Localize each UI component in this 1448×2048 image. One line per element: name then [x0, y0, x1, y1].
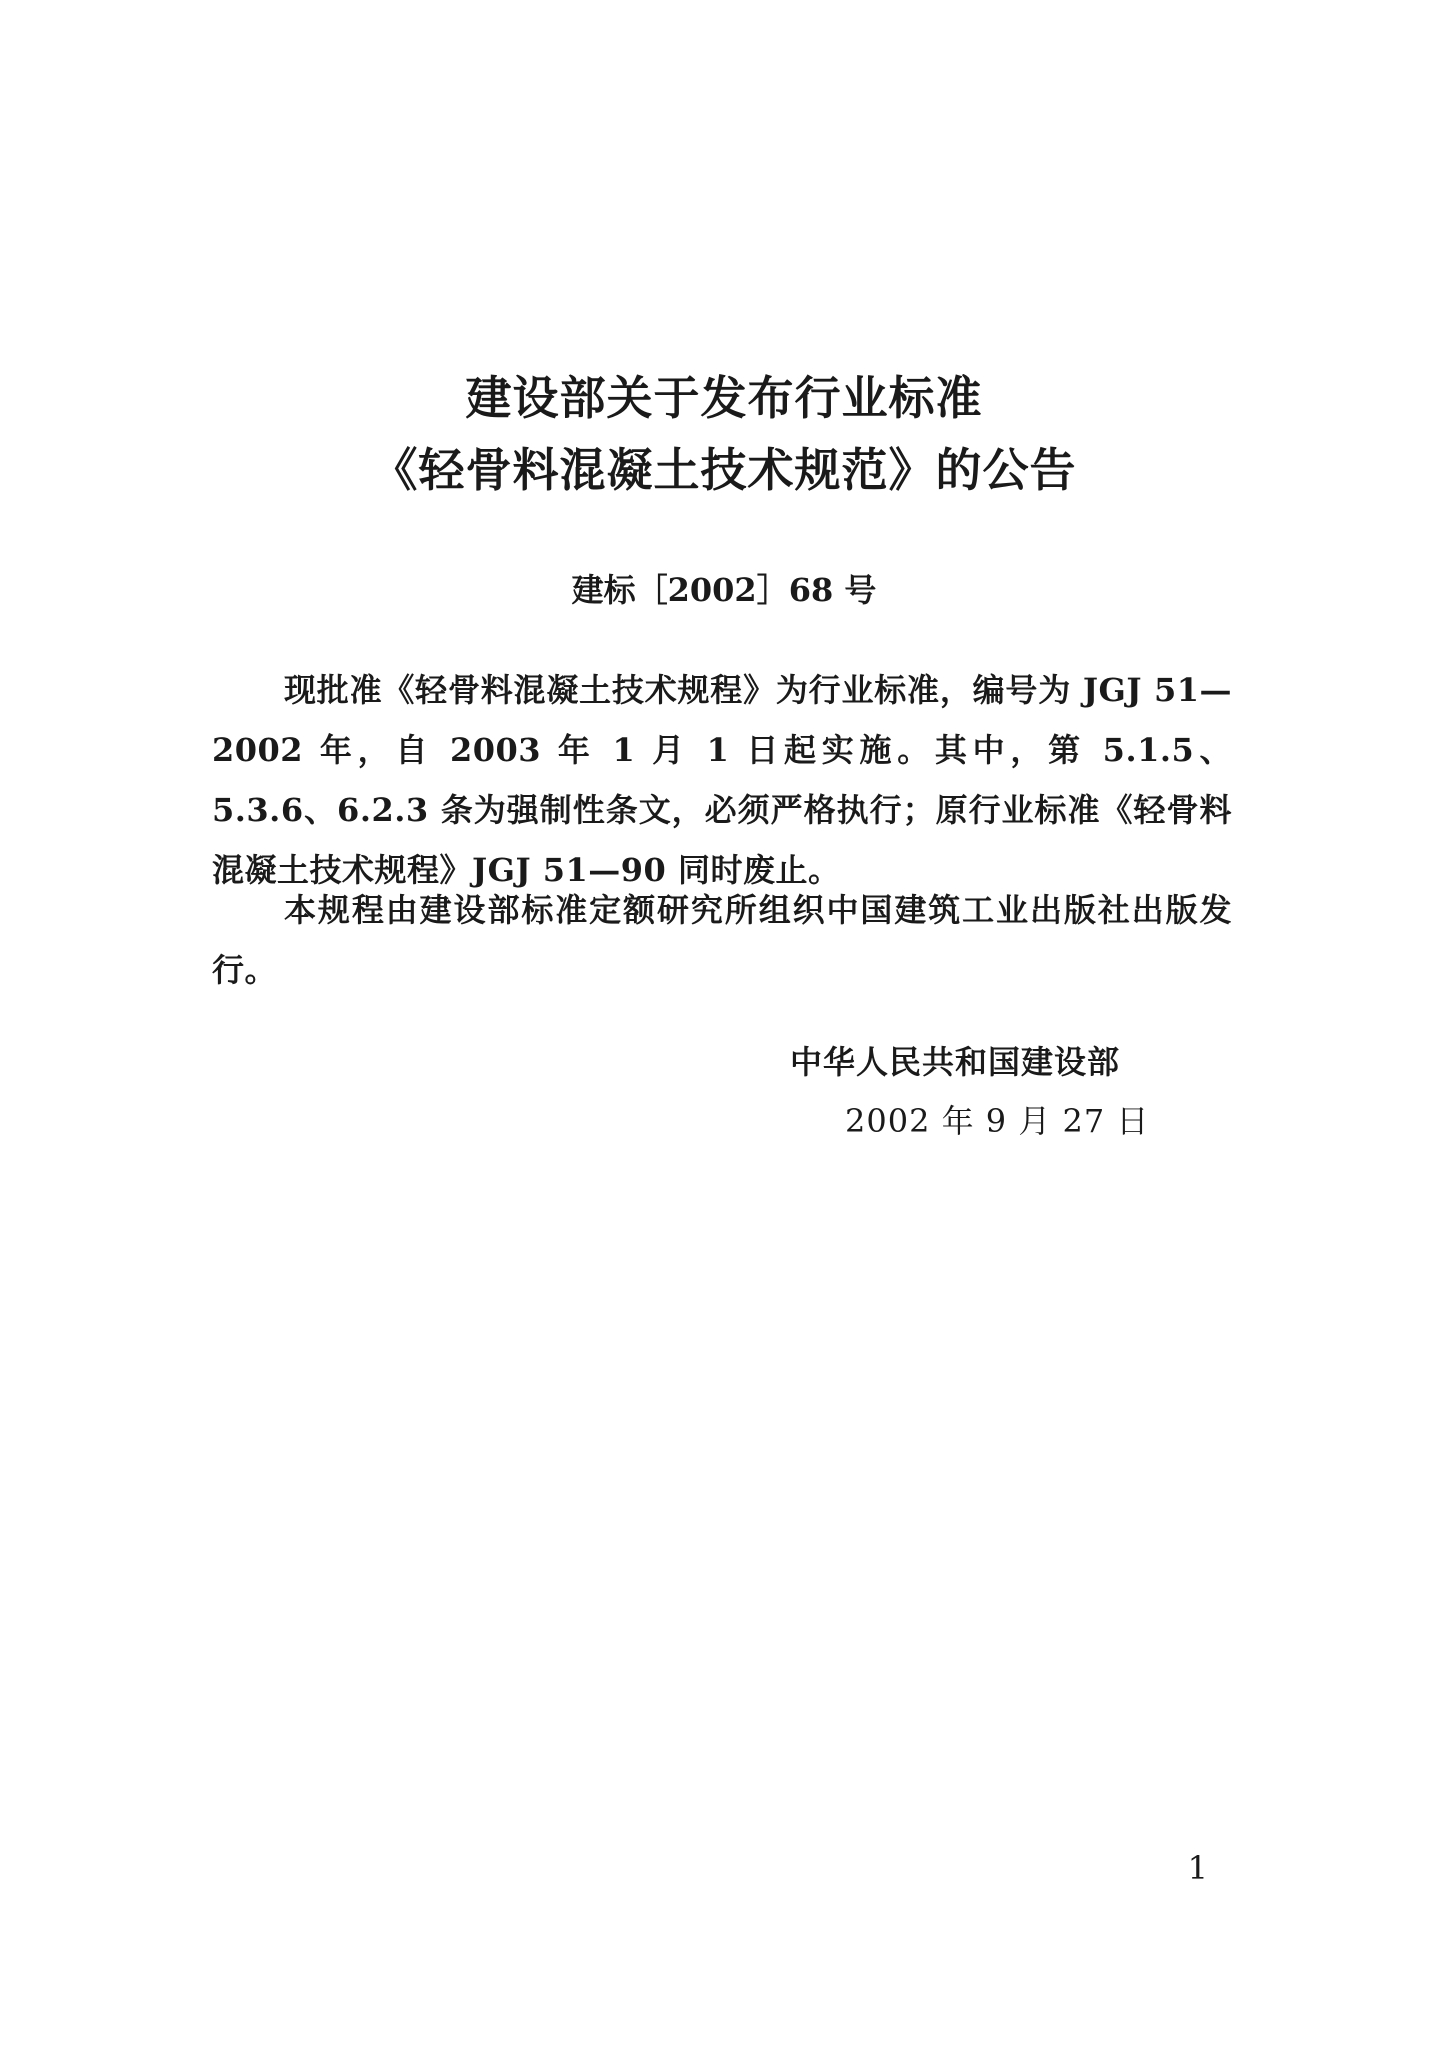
issuing-authority: 中华人民共和国建设部: [790, 1043, 1121, 1081]
issue-date: 2002 年 9 月 27 日: [845, 1102, 1150, 1140]
body-paragraph: 现批准《轻骨料混凝土技术规程》为行业标准，编号为 JGJ 51—2002 年，自 2003 年 1 月 1 日起实施。其中，第 5.1.5、5.3.6、6.2.3 条为强制性条文，必须严格执行；原行业标准《轻骨料混凝土技术规程》JGJ 51—90 同时废止。: [212, 671, 1232, 889]
body-paragraph: 本规程由建设部标准定额研究所组织中国建筑工业出版社出版发行。: [212, 891, 1232, 989]
page-number: 1: [1187, 1849, 1208, 1887]
document-number: 建标［2002］68 号: [571, 571, 877, 609]
announcement-title-line-1: 建设部关于发布行业标准: [465, 371, 983, 425]
announcement-title-line-2: 《轻骨料混凝土技术规范》的公告: [371, 443, 1077, 497]
